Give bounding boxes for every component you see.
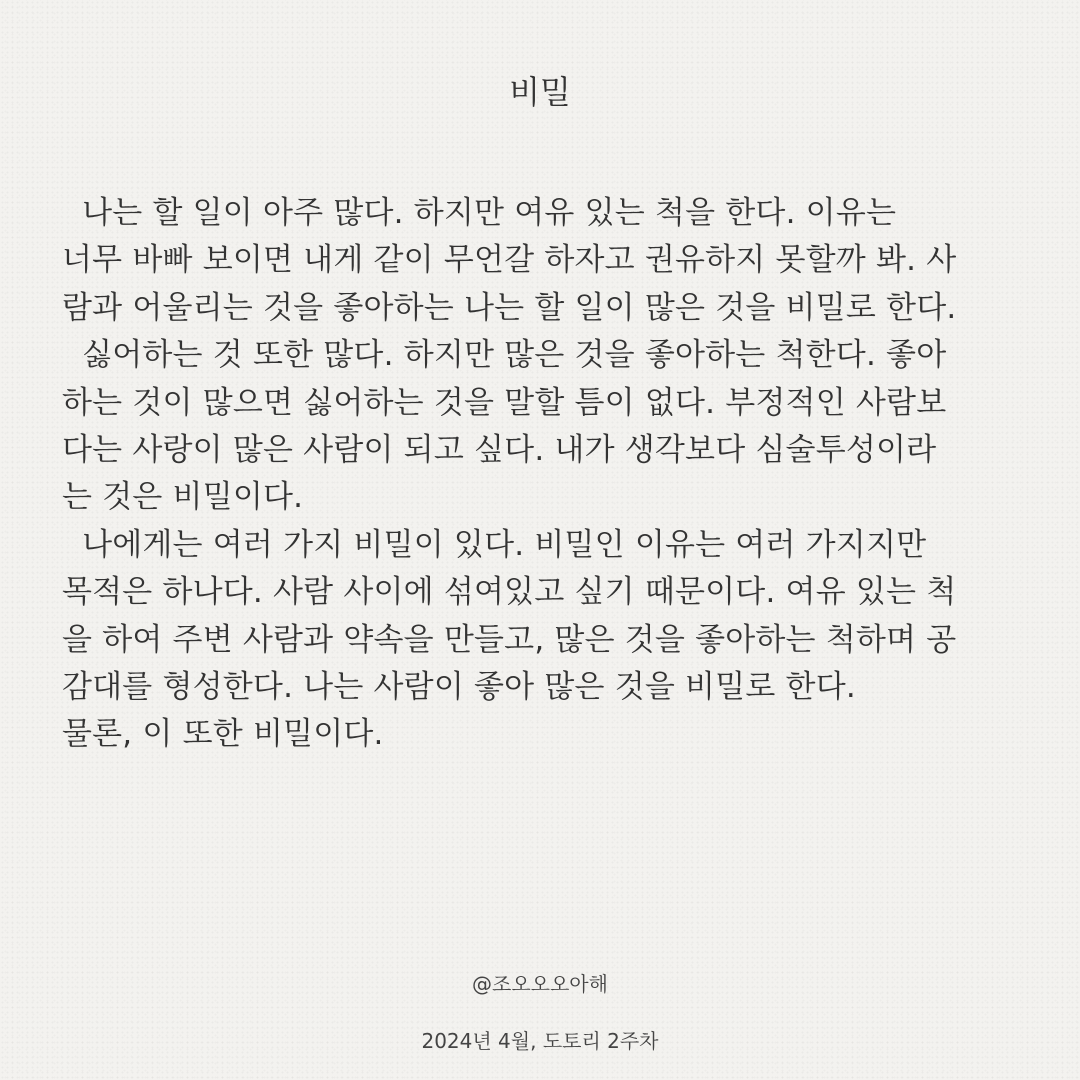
body-line: 다는 사랑이 많은 사람이 되고 싶다. 내가 생각보다 심술투성이라 [62,432,937,469]
body-line: 나에게는 여러 가지 비밀이 있다. 비밀인 이유는 여러 가지지만 [62,526,927,563]
body-line: 하는 것이 많으면 싫어하는 것을 말할 틈이 없다. 부정적인 사람보 [62,384,947,421]
body-line: 람과 어울리는 것을 좋아하는 나는 할 일이 많은 것을 비밀로 한다. [62,289,957,326]
body-line: 목적은 하나다. 사람 사이에 섞여있고 싶기 때문이다. 여유 있는 척 [62,574,957,611]
page-title: 비밀 [509,73,571,111]
body-line: 물론, 이 또한 비밀이다. [62,716,384,753]
essay-body [62,190,1032,759]
publish-date: 2024년 4월, 도토리 2주차 [421,1029,659,1053]
body-line: 나는 할 일이 아주 많다. 하지만 여유 있는 척을 한다. 이유는 [62,195,897,231]
body-line: 을 하여 주변 사람과 약속을 만들고, 많은 것을 좋아하는 척하며 공 [62,621,957,658]
body-line: 싫어하는 것 또한 많다. 하지만 많은 것을 좋아하는 척한다. 좋아 [62,337,947,374]
body-line: 는 것은 비밀이다. [62,479,304,516]
body-line: 감대를 형성한다. 나는 사람이 좋아 많은 것을 비밀로 한다. [62,669,856,706]
author-handle: @조오오오아해 [472,972,608,996]
body-line: 너무 바빠 보이면 내게 같이 무언갈 하자고 권유하지 못할까 봐. 사 [62,242,957,279]
